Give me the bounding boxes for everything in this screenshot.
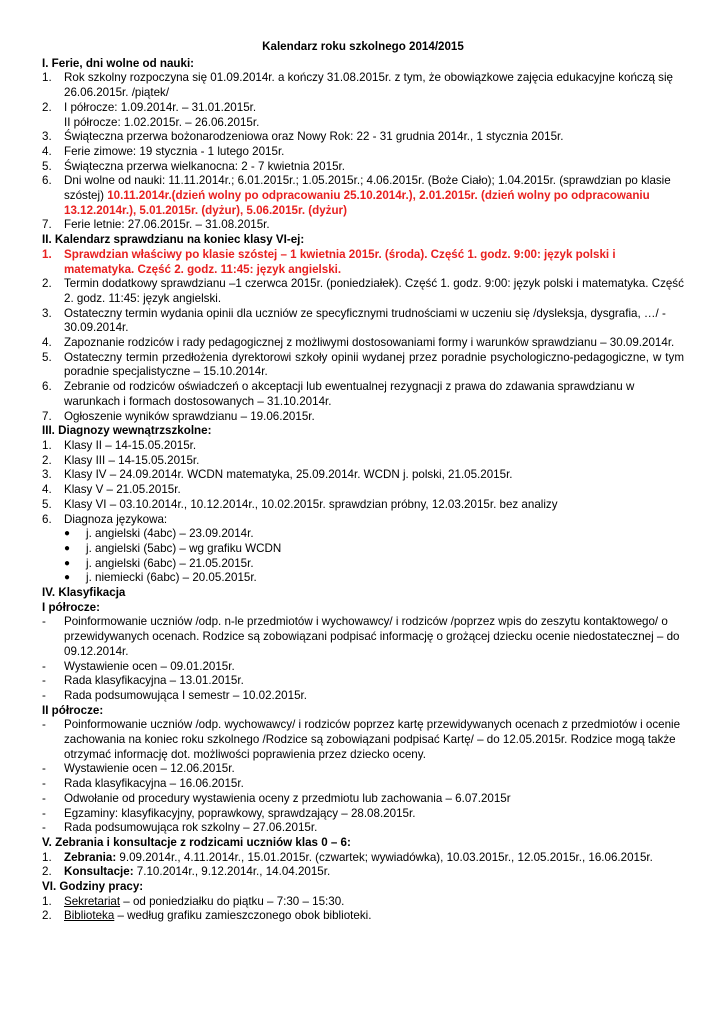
section-5-heading: V. Zebrania i konsultacje z rodzicami uczniów klas 0 – 6: bbox=[42, 835, 351, 849]
item-text: Ostateczny termin przedłożenia dyrektorowi szkoły opinii wydanej przez poradnie psychologiczno-pedagogiczne, w tym poradnie specjalistyczne – 15.10.2014r. bbox=[64, 350, 684, 379]
item-text: Klasy VI – 03.10.2014r., 10.12.2014r., 10.02.2015r. sprawdzian próbny, 12.03.2015r. bez analizy bbox=[64, 497, 558, 511]
item-label: Konsultacje: bbox=[64, 865, 134, 879]
item-text: Egzaminy: klasyfikacyjny, poprawkowy, sprawdzający – 28.08.2015r. bbox=[64, 806, 416, 820]
item-number: 1. bbox=[42, 850, 52, 864]
item-text: Rada klasyfikacyjna – 16.06.2015r. bbox=[64, 777, 244, 791]
document-title: Kalendarz roku szkolnego 2014/2015 bbox=[262, 40, 464, 53]
subheading-first-semester: I półrocze: bbox=[42, 600, 100, 614]
item-text: Ferie letnie: 27.06.2015r. – 31.08.2015r. bbox=[64, 218, 270, 232]
bullet-icon: ● bbox=[64, 557, 71, 569]
item-number: 2. bbox=[42, 453, 52, 467]
section-1-heading: I. Ferie, dni wolne od nauki: bbox=[42, 56, 195, 70]
list-item bbox=[42, 174, 684, 218]
item-number: 5. bbox=[42, 159, 52, 173]
dash-item bbox=[42, 821, 684, 836]
list-item bbox=[42, 513, 684, 528]
item-text: – według grafiku zamieszczonego obok biblioteki. bbox=[114, 909, 372, 923]
bullet-item bbox=[64, 542, 684, 557]
item-text: Termin dodatkowy sprawdzianu –1 czerwca 2015r. (poniedziałek). Część 1. godz. 9:00: język polski i matematyka. Część 2. godz. 11:45: język angielski. bbox=[64, 277, 684, 305]
item-number: 4. bbox=[42, 144, 52, 158]
item-number: 2. bbox=[42, 909, 52, 923]
bullet-text: j. niemiecki (6abc) – 20.05.2015r. bbox=[86, 571, 257, 585]
item-number: 2. bbox=[42, 100, 52, 114]
bullet-text: j. angielski (4abc) – 23.09.2014r. bbox=[86, 527, 254, 541]
dash-marker: - bbox=[42, 821, 46, 835]
item-label: Biblioteka bbox=[64, 909, 115, 923]
dash-marker: - bbox=[42, 674, 46, 688]
item-text: – od poniedziałku do piątku – 7:30 – 15:30. bbox=[120, 894, 345, 908]
item-number: 1. bbox=[42, 894, 52, 908]
list-item bbox=[42, 909, 684, 924]
item-text: Poinformowanie uczniów /odp. n-le przedmiotów i wychowawcy/ i rodziców /poprzez wpis do zeszytu kontaktowego/ o przewidywanych ocenach. Rodzice są zobowiązani podpisać informację o grożącej dziecku ocenie niedostatecznej – do 09.12.2014r. bbox=[64, 615, 680, 658]
dash-marker: - bbox=[42, 659, 46, 673]
list-item bbox=[42, 130, 684, 145]
item-text: Rok szkolny rozpoczyna się 01.09.2014r. a kończy 31.08.2015r. z tym, że obowiązkowe zajęcia edukacyjne kończą się 26.06.2015r. /piątek/ bbox=[64, 71, 674, 100]
item-text-second-line: II półrocze: 1.02.2015r. – 26.06.2015r. bbox=[64, 115, 260, 129]
item-text: Ogłoszenie wyników sprawdzianu – 19.06.2015r. bbox=[64, 409, 315, 423]
list-item bbox=[42, 865, 684, 880]
section-3-heading: III. Diagnozy wewnątrzszkolne: bbox=[42, 424, 212, 438]
item-number: 3. bbox=[42, 468, 52, 482]
item-text: Wystawienie ocen – 12.06.2015r. bbox=[64, 762, 235, 776]
subheading-second-semester: II półrocze: bbox=[42, 703, 104, 717]
item-text: Rada klasyfikacyjna – 13.01.2015r. bbox=[64, 674, 244, 688]
list-item bbox=[42, 145, 684, 160]
item-text: Świąteczna przerwa wielkanocna: 2 - 7 kwietnia 2015r. bbox=[64, 159, 345, 173]
item-text: Ostateczny termin wydania opinii dla uczniów ze specyficznymi trudnościami w uczeniu się /dysleksja, dysgrafia, …/ - 30.09.2014r. bbox=[64, 306, 666, 335]
item-text: Dni wolne od nauki: 11.11.2014r.; 6.01.2015r.; 1.05.2015r.; 4.06.2015r. (Boże Ciało); 1.04.2015r. (sprawdzian po klasie szóstej) bbox=[64, 174, 671, 203]
document-page bbox=[42, 40, 684, 924]
bullet-item bbox=[64, 557, 684, 572]
item-text: Poinformowanie uczniów /odp. wychowawcy/ i rodziców poprzez kartę przewidywanych ocenach z przedmiotów i ocenie zachowania na koniec roku szkolnego /Rodzice są zobowiązani podpisać Kartę/ – do 12.05.2015r. Rodzice mogą także otrzymać informację dot. możliwości poprawienia przez dziecko oceny. bbox=[64, 718, 681, 761]
item-number: 2. bbox=[42, 865, 52, 879]
item-text: Klasy III – 14-15.05.2015r. bbox=[64, 453, 200, 467]
list-item bbox=[42, 307, 684, 336]
item-number: 2. bbox=[42, 277, 52, 291]
item-number: 6. bbox=[42, 380, 52, 394]
dash-marker: - bbox=[42, 806, 46, 820]
dash-item bbox=[42, 807, 684, 822]
dash-marker: - bbox=[42, 718, 46, 732]
item-number: 6. bbox=[42, 512, 52, 526]
item-text: I półrocze: 1.09.2014r. – 31.01.2015r. bbox=[64, 100, 257, 114]
item-text: Klasy II – 14-15.05.2015r. bbox=[64, 438, 197, 452]
list-item bbox=[42, 498, 684, 513]
item-label: Zebrania: bbox=[64, 850, 117, 864]
dash-item bbox=[42, 792, 684, 807]
dash-marker: - bbox=[42, 791, 46, 805]
list-item bbox=[42, 101, 684, 130]
item-number: 1. bbox=[42, 247, 52, 261]
list-item bbox=[42, 468, 684, 483]
item-text: Świąteczna przerwa bożonarodzeniowa oraz Nowy Rok: 22 - 31 grudnia 2014r., 1 stycznia 2015r. bbox=[64, 130, 564, 144]
item-number: 4. bbox=[42, 336, 52, 350]
list-item bbox=[42, 895, 684, 910]
item-number: 5. bbox=[42, 350, 52, 364]
dash-item bbox=[42, 762, 684, 777]
bullet-icon: ● bbox=[64, 542, 71, 554]
list-item bbox=[42, 277, 684, 306]
item-text: Rada podsumowująca I semestr – 10.02.2015r. bbox=[64, 688, 307, 702]
section-6-heading: VI. Godziny pracy: bbox=[42, 880, 144, 894]
bullet-text: j. angielski (5abc) – wg grafiku WCDN bbox=[86, 541, 282, 555]
item-text: Klasy V – 21.05.2015r. bbox=[64, 483, 181, 497]
dash-marker: - bbox=[42, 777, 46, 791]
list-item bbox=[42, 160, 684, 175]
section-4-heading: IV. Klasyfikacja bbox=[42, 586, 126, 600]
item-text: Ferie zimowe: 19 stycznia - 1 lutego 2015r. bbox=[64, 144, 285, 158]
item-number: 3. bbox=[42, 306, 52, 320]
item-text: Klasy IV – 24.09.2014r. WCDN matematyka, 25.09.2014r. WCDN j. polski, 21.05.2015r. bbox=[64, 468, 513, 482]
dash-item bbox=[42, 615, 684, 659]
dash-item bbox=[42, 660, 684, 675]
list-item bbox=[42, 454, 684, 469]
item-text: Diagnoza językowa: bbox=[64, 512, 168, 526]
list-item bbox=[42, 483, 684, 498]
item-text: Zebranie od rodziców oświadczeń o akceptacji lub ewentualnej rezygnacji z prawa do zdawania sprawdzianu w warunkach i formach dostosowanych – 31.10.2014r. bbox=[64, 380, 635, 408]
list-item bbox=[42, 851, 684, 866]
item-number: 7. bbox=[42, 218, 52, 232]
item-text: 9.09.2014r., 4.11.2014r., 15.01.2015r. (czwartek; wywiadówka), 10.03.2015r., 12.05.2015r., 16.06.2015r. bbox=[116, 850, 653, 864]
item-label: Sekretariat bbox=[64, 894, 121, 908]
bullet-item bbox=[64, 571, 684, 586]
item-text: Rada podsumowująca rok szkolny – 27.06.2015r. bbox=[64, 821, 318, 835]
item-number: 3. bbox=[42, 130, 52, 144]
item-text: Odwołanie od procedury wystawienia oceny z przedmiotu lub zachowania – 6.07.2015r bbox=[64, 791, 511, 805]
bullet-item bbox=[64, 527, 684, 542]
item-text: 7.10.2014r., 9.12.2014r., 14.04.2015r. bbox=[133, 865, 331, 879]
item-text: Sprawdzian właściwy po klasie szóstej – 1 kwietnia 2015r. (środa). Część 1. godz. 9:00: język polski i matematyka. Część 2. godz. 11:45: język angielski. bbox=[64, 247, 616, 276]
item-number: 6. bbox=[42, 174, 52, 188]
list-item bbox=[42, 439, 684, 454]
bullet-icon: ● bbox=[64, 528, 71, 540]
item-text: Wystawienie ocen – 09.01.2015r. bbox=[64, 659, 235, 673]
list-item bbox=[42, 351, 684, 380]
list-item bbox=[42, 218, 684, 233]
list-item bbox=[42, 336, 684, 351]
item-number: 1. bbox=[42, 71, 52, 85]
list-item bbox=[42, 380, 684, 409]
item-number: 5. bbox=[42, 497, 52, 511]
list-item bbox=[42, 71, 684, 100]
dash-marker: - bbox=[42, 762, 46, 776]
dash-marker: - bbox=[42, 688, 46, 702]
section-2-heading: II. Kalendarz sprawdzianu na koniec klasy VI-ej: bbox=[42, 233, 305, 247]
item-text: Zapoznanie rodziców i rady pedagogicznej z możliwymi dostosowaniami formy i warunków sprawdzianu – 30.09.2014r. bbox=[64, 336, 675, 350]
dash-item bbox=[42, 718, 684, 762]
item-number: 4. bbox=[42, 483, 52, 497]
list-item bbox=[42, 410, 684, 425]
dash-marker: - bbox=[42, 615, 46, 629]
dash-item bbox=[42, 689, 684, 704]
dash-item bbox=[42, 674, 684, 689]
bullet-icon: ● bbox=[64, 572, 71, 584]
highlighted-dates: 10.11.2014r.(dzień wolny po odpracowaniu 25.10.2014r.), 2.01.2015r. (dzień wolny po odpracowaniu 13.12.2014r.), 5.01.2015r. (dyżur), 5.06.2015r. (dyżur) bbox=[64, 189, 650, 217]
list-item-highlighted bbox=[42, 248, 684, 277]
item-number: 1. bbox=[42, 438, 52, 452]
item-number: 7. bbox=[42, 409, 52, 423]
dash-item bbox=[42, 777, 684, 792]
bullet-text: j. angielski (6abc) – 21.05.2015r. bbox=[86, 556, 254, 570]
